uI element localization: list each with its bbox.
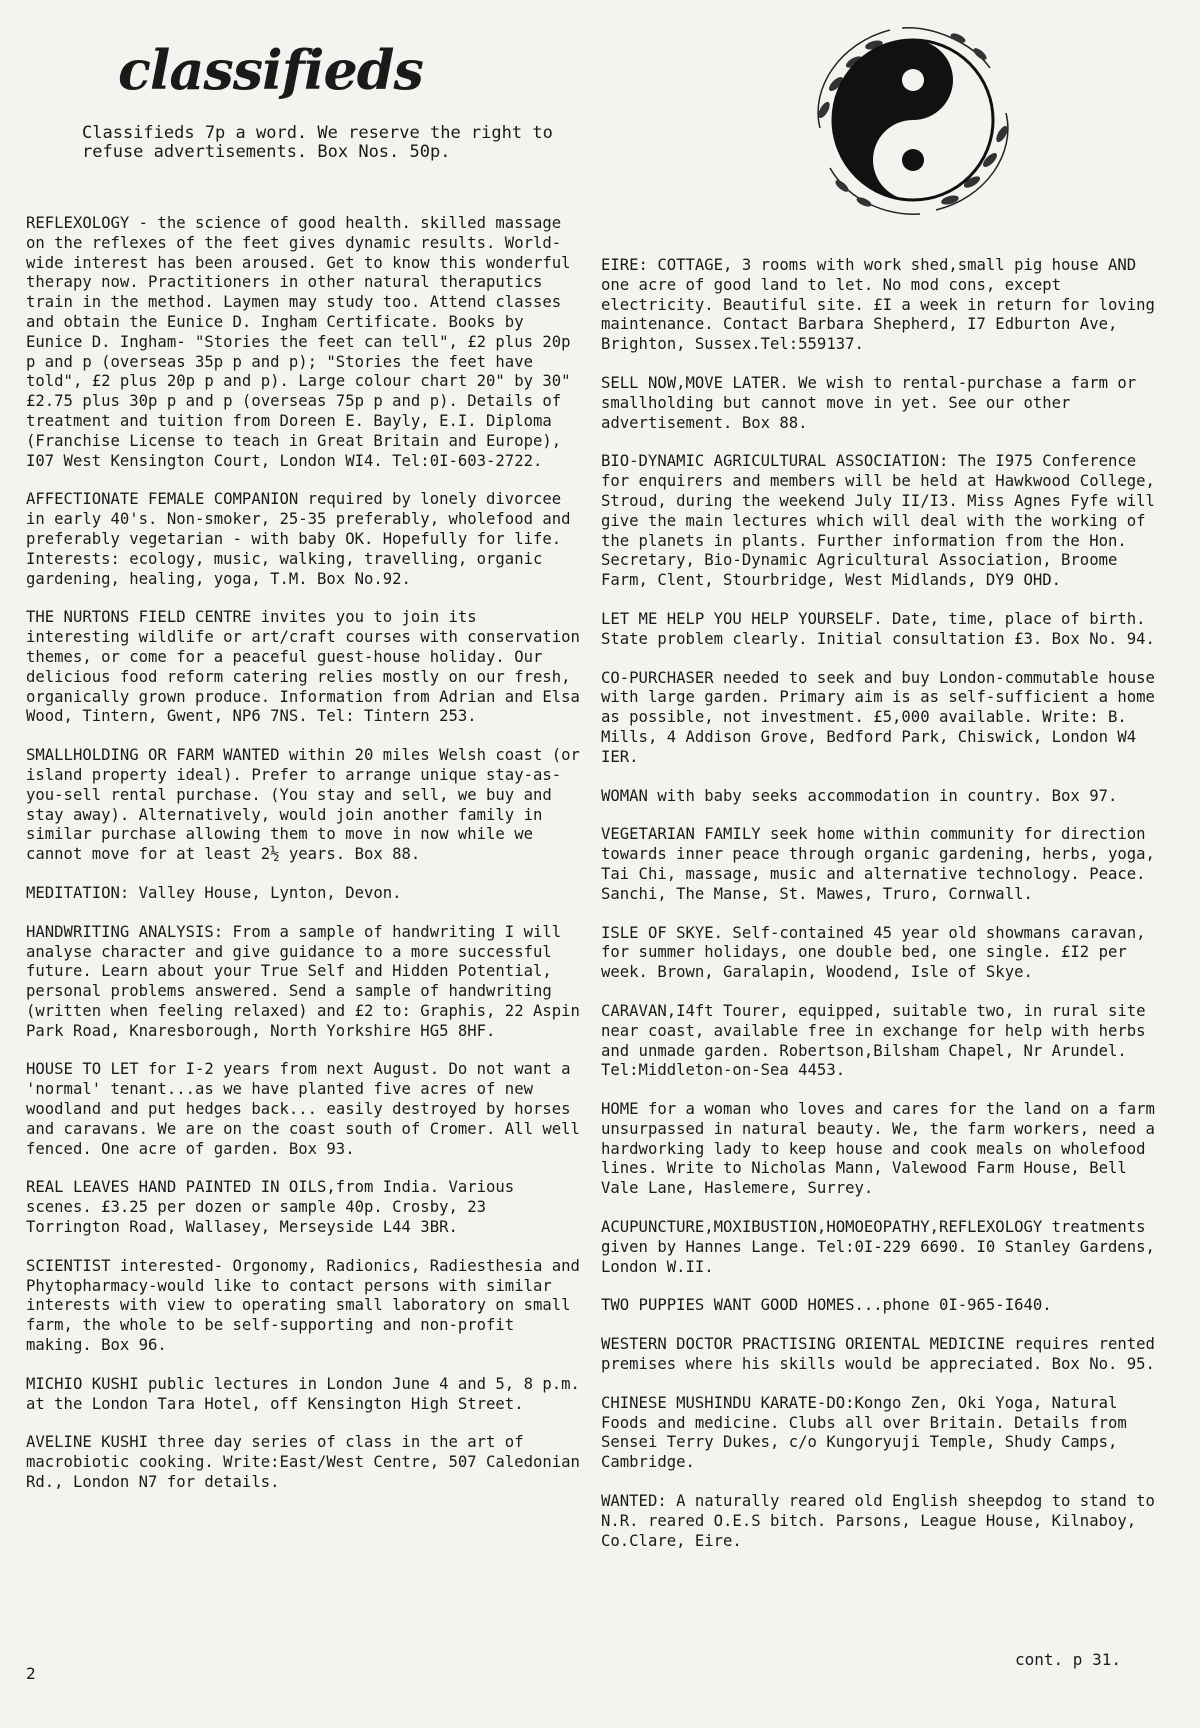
classified-ad: CO-PURCHASER needed to seek and buy London-commutable house with large garden. Primary aim is as self-sufficient a home as possible, not investment. £5,000 available. Write: B. Mills, 4 Addison Grove, Bedford Park, Chiswick, London W4 IER.: [601, 668, 1155, 766]
classified-ad: CARAVAN,I4ft Tourer, equipped, suitable two, in rural site near coast, available free in exchange for help with herbs and unmade garden. Robertson,Bilsham Chapel, Nr Arundel. Tel:Middleton-on-Sea 4453.: [601, 1001, 1146, 1080]
classified-ad: CHINESE MUSHINDU KARATE-DO:Kongo Zen, Oki Yoga, Natural Foods and medicine. Clubs all over Britain. Details from Sensei Terry Dukes, c/o Kungoryuji Temple, Shudy Camps, Cambridge.: [601, 1393, 1127, 1472]
page-title: classifieds: [118, 38, 423, 102]
classified-ad: AVELINE KUSHI three day series of class in the art of macrobiotic cooking. Write:East/West Centre, 507 Caledonian Rd., London N7 for details.: [26, 1433, 580, 1492]
classified-ad: HANDWRITING ANALYSIS: From a sample of handwriting I will analyse character and give guidance to a more successful future. Learn about your True Self and Hidden Potential, personal problems answered. Send a sample of handwriting (written when feeling relaxed) and £2 to: Graphis, 22 Aspin Park Road, Knaresborough, North Yorkshire HG5 8HF.: [26, 922, 580, 1040]
classified-ad: TWO PUPPIES WANT GOOD HOMES...phone 0I-965-I640.: [601, 1296, 1052, 1315]
classified-ad: WANTED: A naturally reared old English sheepdog to stand to N.R. reared O.E.S bitch. Parsons, League House, Kilnaboy, Co.Clare, Eire.: [601, 1492, 1155, 1550]
classified-ad: AFFECTIONATE FEMALE COMPANION required by lonely divorcee in early 40's. Non-smoker, 25-35 preferably, wholefood and preferably vegetarian - with baby OK. Hopefully for life. Interests: ecology, music, walking, travelling, organic gardening, healing, yoga, T.M. Box No.92.: [26, 490, 571, 588]
classified-ad: REFLEXOLOGY - the science of good health. skilled massage on the reflexes of the feet gives dynamic results. World-wide interest has been aroused. Get to know this wonderful therapy now. Practitioners in other natural theraputics train in the method. Laymen may study too. Attend classes and obtain the Eunice D. Ingham Certificate. Books by Eunice D. Ingham- "Stories the feet can tell", £2 plus 20p p and p (overseas 35p p and p); "Stories the feet have told", £2 plus 20p p and p). Large colour chart 20" by 30" £2.75 plus 30p p and p (overseas 75p p and p). Details of treatment and tuition from Doreen E. Bayly, E.I. Diploma (Franchise License to teach in Great Britain and Europe), I07 West Kensington Court, London WI4. Tel:0I-603-2722.: [26, 214, 571, 470]
classified-ad: MEDITATION: Valley House, Lynton, Devon.: [26, 883, 402, 902]
left-column: [26, 214, 584, 1512]
classified-ad: SMALLHOLDING OR FARM WANTED within 20 miles Welsh coast (or island property ideal). Prefer to arrange unique stay-as-you-sell rental purchase. (You stay and sell, we buy and stay away). Alternatively, would join another family in similar purchase allowing them to move in now while we cannot move for at least 2½ years. Box 88.: [26, 746, 580, 864]
continued-note: cont. p 31.: [1015, 1650, 1121, 1669]
classified-ad: EIRE: COTTAGE, 3 rooms with work shed,small pig house AND one acre of good land to let. No mod cons, except electricity. Beautiful site. £I a week in return for loving maintenance. Contact Barbara Shepherd, I7 Edburton Ave, Brighton, Sussex.Tel:559137.: [601, 256, 1155, 354]
right-column: [601, 256, 1159, 1570]
classified-ad: MICHIO KUSHI public lectures in London June 4 and 5, 8 p.m. at the London Tara Hotel, off Kensington High Street.: [26, 1374, 580, 1413]
classified-ad: WOMAN with baby seeks accommodation in country. Box 97.: [601, 786, 1118, 805]
classified-ad: THE NURTONS FIELD CENTRE invites you to join its interesting wildlife or art/craft courses with conservation themes, or come for a peaceful guest-house holiday. Our delicious food reform catering relies mostly on our fresh, organically grown produce. Information from Adrian and Elsa Wood, Tintern, Gwent, NP6 7NS. Tel: Tintern 253.: [26, 608, 580, 726]
classifieds-intro: Classifieds 7p a word. We reserve the right to refuse advertisements. Box Nos. 50p.: [82, 123, 553, 162]
page-number: 2: [26, 1664, 36, 1683]
classified-ad: SCIENTIST interested- Orgonomy, Radionics, Radiesthesia and Phytopharmacy-would like to contact persons with similar interests with view to operating small laboratory on small farm, the whole to be self-supporting and non-profit making. Box 96.: [26, 1256, 580, 1355]
classified-ad: ISLE OF SKYE. Self-contained 45 year old showmans caravan, for summer holidays, one double bed, one single. £I2 per week. Brown, Garalapin, Woodend, Isle of Skye.: [601, 923, 1146, 982]
classified-ad: BIO-DYNAMIC AGRICULTURAL ASSOCIATION: The I975 Conference for enquirers and members will be held at Hawkwood College, Stroud, during the weekend July II/I3. Miss Agnes Fyfe will give the main lectures which will deal with the working of the planets in plants. Further information from the Hon. Secretary, Bio-Dynamic Agricultural Association, Broome Farm, Clent, Stourbridge, West Midlands, DY9 OHD.: [601, 452, 1155, 590]
classified-ad: HOME for a woman who loves and cares for the land on a farm unsurpassed in natural beauty. We, the farm workers, need a hardworking lady to keep house and cook meals on wholefood lines. Write to Nicholas Mann, Valewood Farm House, Bell Vale Lane, Haslemere, Surrey.: [601, 1100, 1155, 1198]
yin-yang-wheat-icon: [790, 18, 1036, 222]
classified-ad: SELL NOW,MOVE LATER. We wish to rental-purchase a farm or smallholding but cannot move in yet. See our other advertisement. Box 88.: [601, 373, 1137, 432]
classified-ad: ACUPUNCTURE,MOXIBUSTION,HOMOEOPATHY,REFLEXOLOGY treatments given by Hannes Lange. Tel:0I-229 6690. I0 Stanley Gardens, London W.II.: [601, 1218, 1155, 1276]
classified-ad: WESTERN DOCTOR PRACTISING ORIENTAL MEDICINE requires rented premises where his skills would be appreciated. Box No. 95.: [601, 1335, 1155, 1374]
classified-ad: LET ME HELP YOU HELP YOURSELF. Date, time, place of birth. State problem clearly. Initial consultation £3. Box No. 94.: [601, 609, 1155, 648]
classified-ad: VEGETARIAN FAMILY seek home within community for direction towards inner peace through organic gardening, herbs, yoga, Tai Chi, massage, music and alternative technology. Peace. Sanchi, The Manse, St. Mawes, Truro, Cornwall.: [601, 825, 1155, 903]
classified-ad: REAL LEAVES HAND PAINTED IN OILS,from India. Various scenes. £3.25 per dozen or sample 40p. Crosby, 23 Torrington Road, Wallasey, Merseyside L44 3BR.: [26, 1178, 515, 1237]
classified-ad: HOUSE TO LET for I-2 years from next August. Do not want a 'normal' tenant...as we have planted five acres of new woodland and put hedges back... easily destroyed by horses and caravans. We are on the coast south of Cromer. All well fenced. One acre of garden. Box 93.: [26, 1060, 580, 1158]
